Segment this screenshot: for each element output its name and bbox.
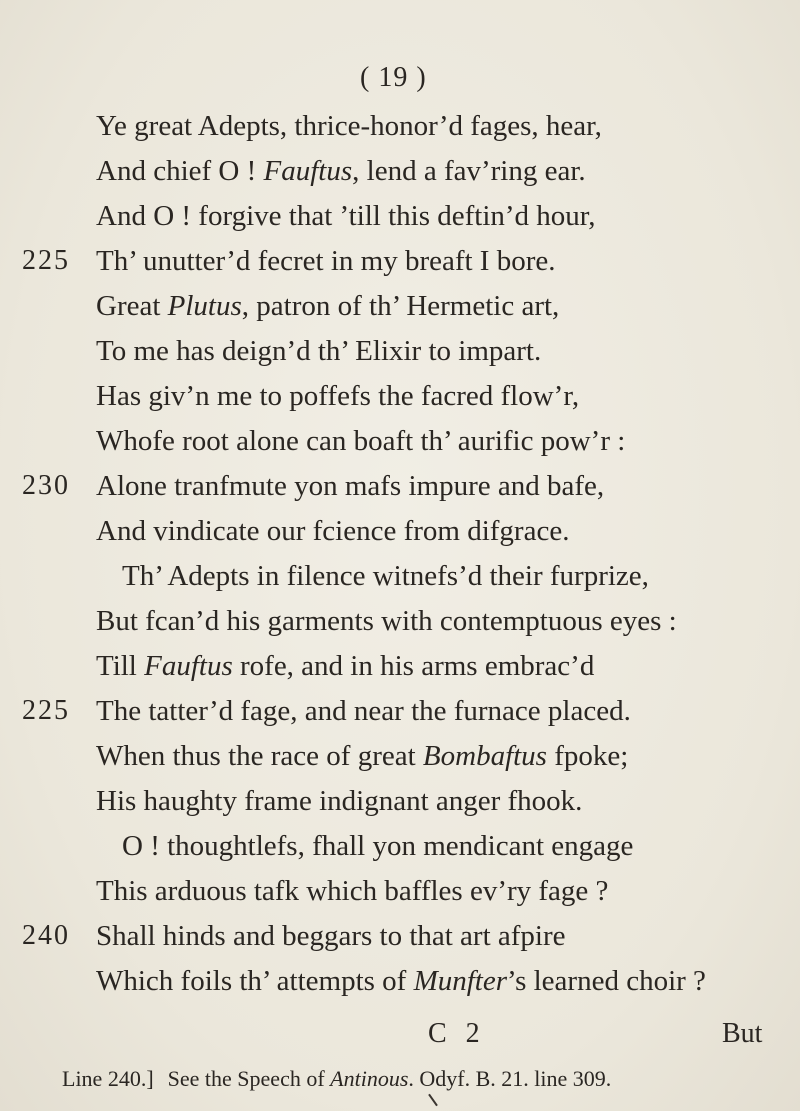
line-text-roman: His haughty frame indignant anger fhook. [96, 785, 583, 817]
line-text-roman: Whofe root alone can boaft th’ aurific pow’r : [96, 425, 626, 457]
line-text-italic: Bombaftus [422, 740, 547, 772]
line-text-roman-end: ’s learned choir ? [507, 965, 706, 997]
line-text [96, 607, 677, 636]
line-text [96, 967, 706, 996]
line-text [96, 427, 625, 456]
line-text-roman: Alone tranfmute yon mafs impure and bafe, [96, 470, 605, 502]
line-text-roman: And vindicate our fcience from difgrace. [96, 515, 570, 547]
line-text [96, 922, 566, 951]
footnote-text: See the Speech of [167, 1066, 331, 1091]
line-text [96, 247, 556, 276]
line-text-roman-end: rofe, and in his arms embrac’d [232, 650, 595, 682]
line-text-roman: Th’ Adepts in filence witnefs’d their furprize, [122, 560, 649, 592]
line-text-italic: Fauftus [144, 650, 233, 682]
line-text [96, 517, 569, 546]
ink-mark [428, 1094, 438, 1107]
line-text-roman: When thus the race of great [96, 740, 423, 772]
line-text-roman: Great [96, 290, 168, 322]
line-text [122, 562, 649, 591]
line-number: 225 [22, 245, 70, 276]
footnote [62, 1066, 611, 1092]
line-text [96, 112, 602, 141]
line-text-roman: Has giv’n me to poffefs the facred flow’r, [96, 380, 580, 412]
line-text [96, 292, 559, 321]
line-text-roman-end: fpoke; [546, 740, 629, 772]
page-number: ( 19 ) [360, 62, 427, 93]
footnote-text-end: . Odyf. B. 21. line 309. [408, 1066, 612, 1091]
line-text-roman: Th’ unutter’d fecret in my breaft I bore. [96, 245, 556, 277]
line-text [96, 742, 628, 771]
line-text-roman: Shall hinds and beggars to that art afpire [96, 920, 566, 952]
catchword: But [722, 1018, 763, 1049]
line-text-roman: Till [96, 650, 145, 682]
line-text-roman: And O ! forgive that ’till this deftin’d hour, [96, 200, 596, 232]
line-text-italic: Munfter [413, 965, 508, 997]
line-text [96, 697, 631, 726]
line-text [96, 877, 608, 906]
line-text [96, 472, 604, 501]
line-text-roman: Which foils th’ attempts of [96, 965, 414, 997]
line-number: 225 [22, 695, 70, 726]
line-text-roman: The tatter’d fage, and near the furnace placed. [96, 695, 631, 727]
line-text-roman: Ye great Adepts, thrice-honor’d fages, hear, [96, 110, 602, 142]
line-text [96, 337, 541, 366]
line-text-italic: Plutus [167, 290, 242, 322]
line-number: 230 [22, 470, 70, 501]
footnote-reference: Line 240.] [62, 1066, 154, 1091]
line-text [96, 652, 594, 681]
signature-mark: C 2 [428, 1018, 486, 1049]
line-text [96, 157, 586, 186]
line-text-roman-end: , patron of th’ Hermetic art, [241, 290, 560, 322]
line-text [96, 202, 596, 231]
line-text-roman: O ! thoughtlefs, fhall yon mendicant engage [122, 830, 634, 862]
line-text-roman: And chief O ! [96, 155, 264, 187]
line-text-roman: This arduous tafk which baffles ev’ry fage ? [96, 875, 609, 907]
line-text [96, 787, 582, 816]
line-text-roman: To me has deign’d th’ Elixir to impart. [96, 335, 542, 367]
line-text-roman-end: , lend a fav’ring ear. [352, 155, 586, 187]
line-number: 240 [22, 920, 70, 951]
line-text [96, 382, 579, 411]
line-text-roman: But fcan’d his garments with contemptuous eyes : [96, 605, 677, 637]
line-text-italic: Fauftus [263, 155, 353, 187]
line-text [122, 832, 633, 861]
footnote-italic: Antinous [330, 1066, 409, 1091]
